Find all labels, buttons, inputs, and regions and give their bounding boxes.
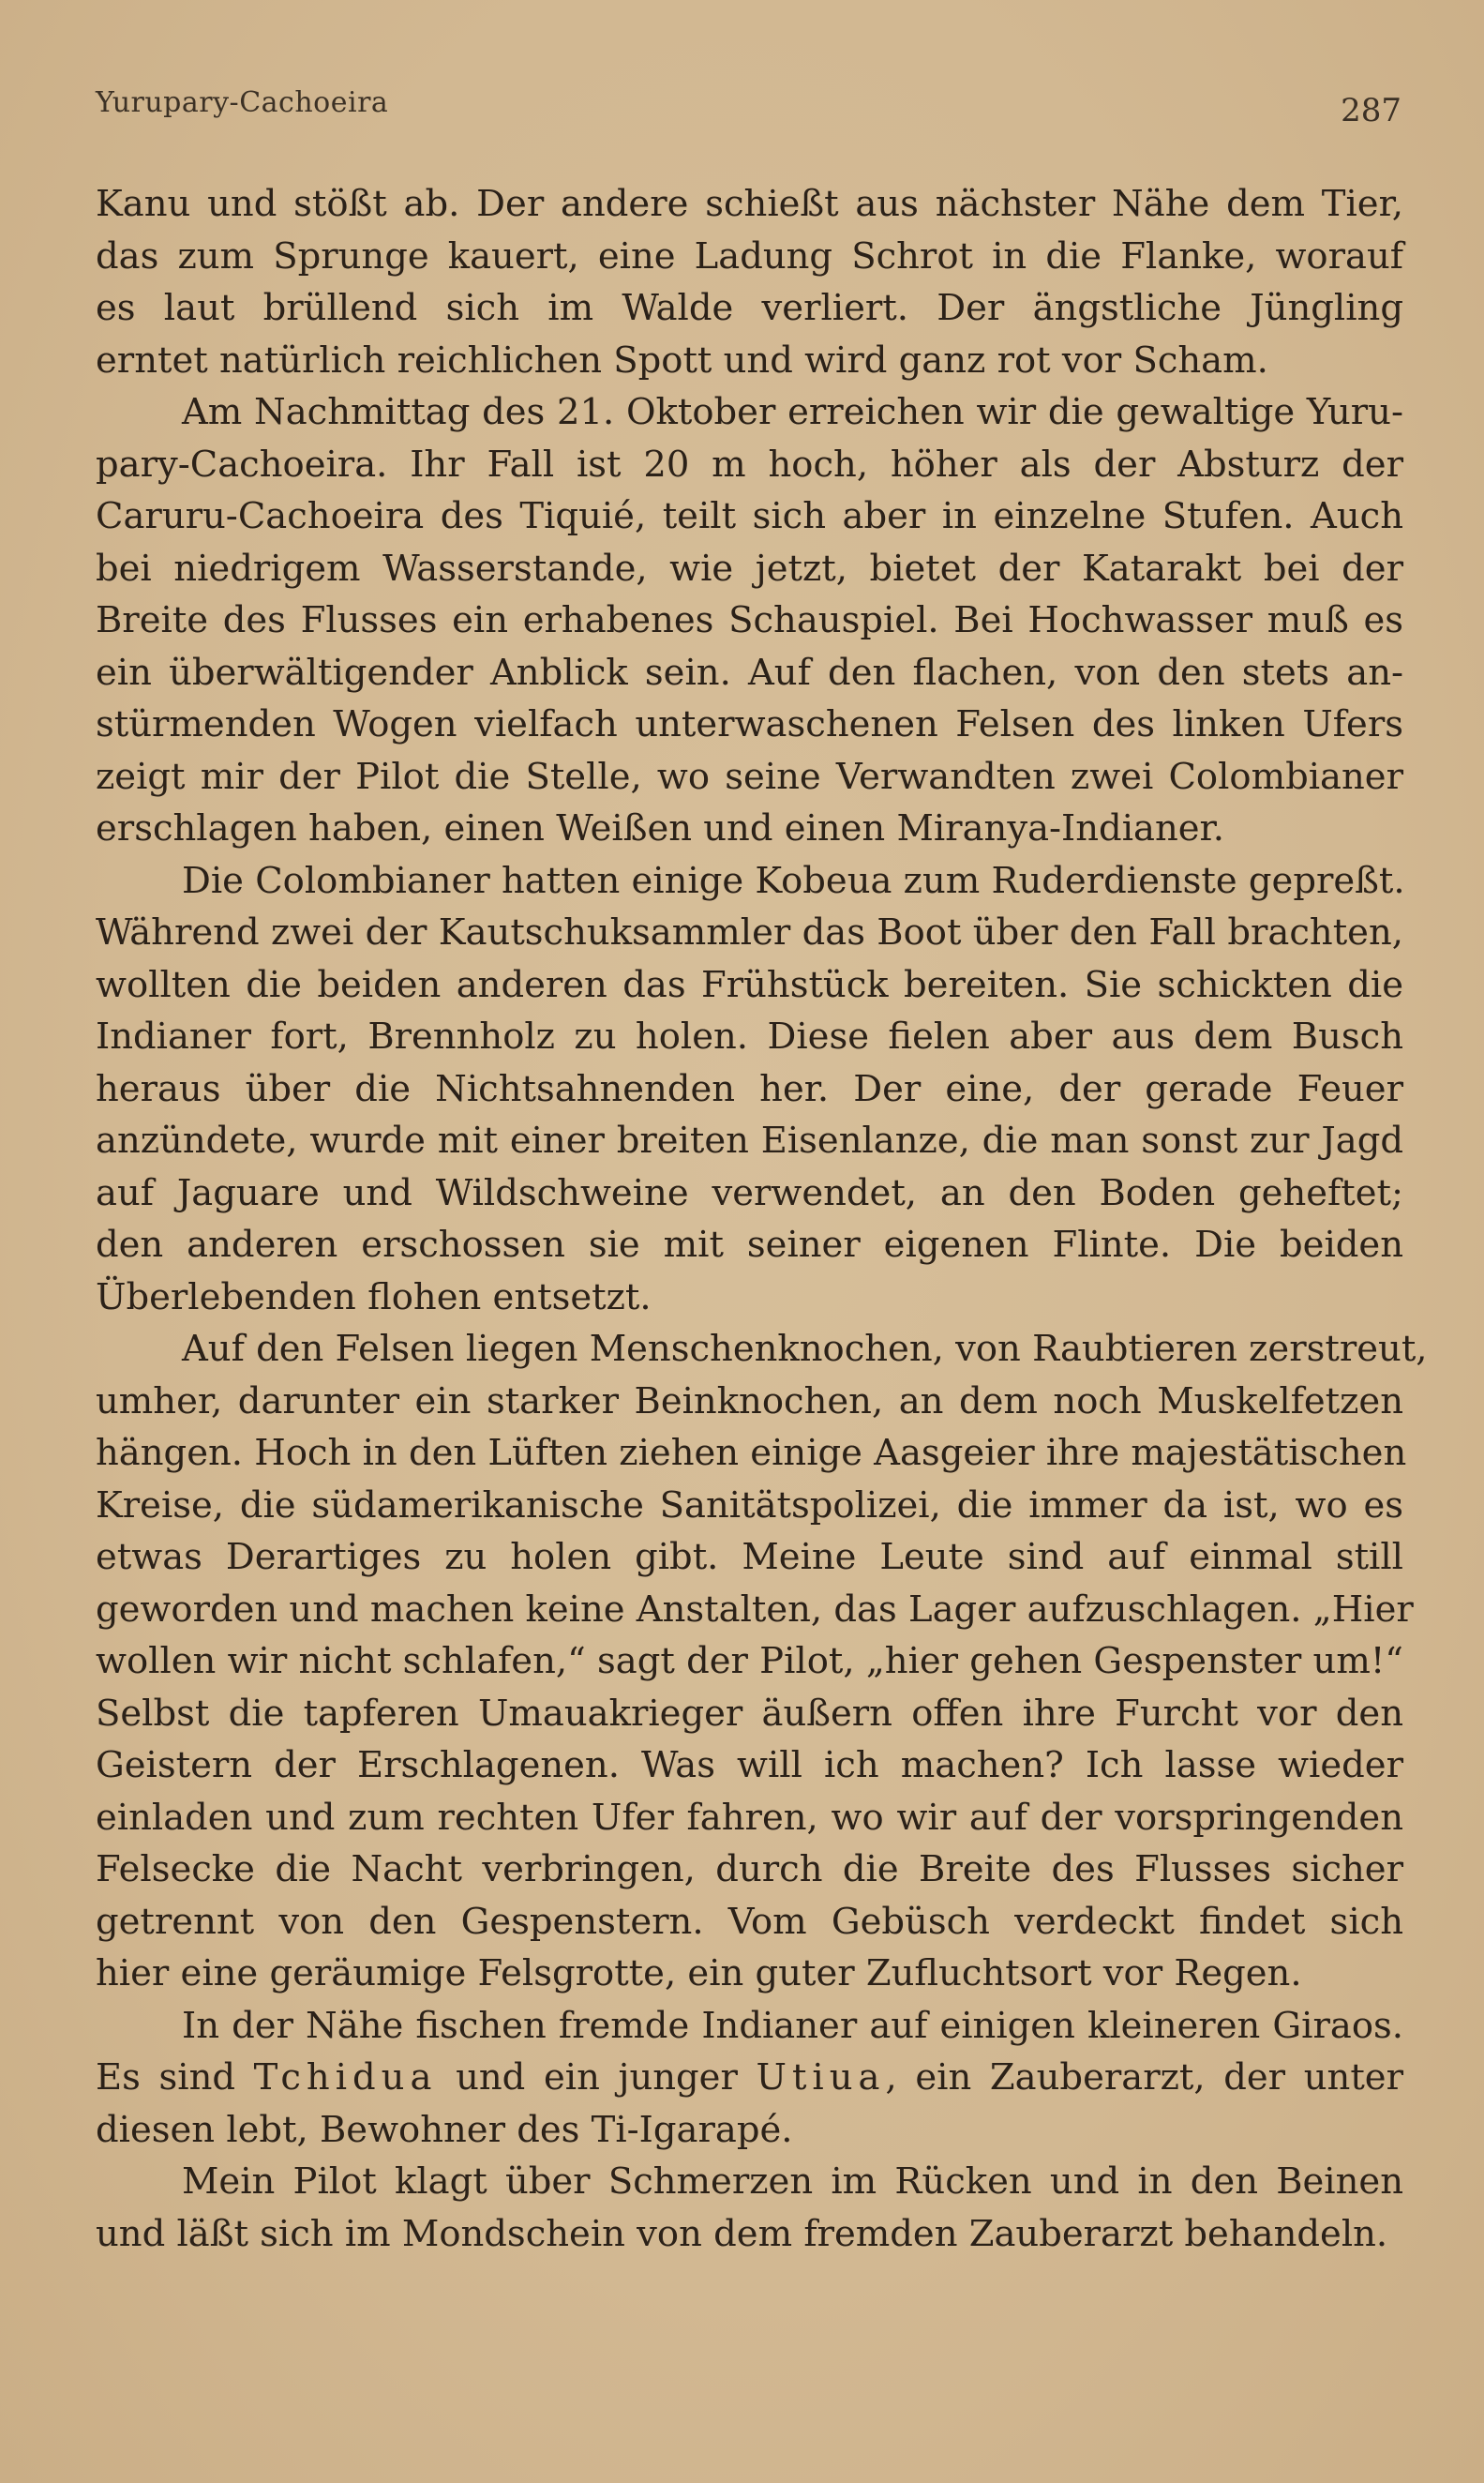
text-segment: diesen lebt, Bewohner des Ti-Igarapé.	[96, 2108, 793, 2151]
text-line: Indianer fort, Brennholz zu holen. Diese fielen aber aus dem Busch	[96, 1016, 1403, 1058]
text-line: zeigt mir der Pilot die Stelle, wo seine Verwandten zwei Colombianer	[96, 755, 1403, 798]
text-line: Überlebenden flohen entsetzt.	[96, 1275, 652, 1318]
text-line: Die Colombianer hatten einige Kobeua zum Ruderdienste gepreßt.	[182, 859, 1405, 902]
text-line: pary-Cachoeira. Ihr Fall ist 20 m hoch, höher als der Absturz der	[96, 443, 1403, 486]
text-line: heraus über die Nichtsahnenden her. Der eine, der gerade Feuer	[96, 1067, 1403, 1110]
text-line	[96, 2104, 1403, 2157]
text-line: es laut brüllend sich im Walde verliert. Der ängstliche Jüngling	[96, 287, 1403, 329]
text-line: getrennt von den Gespenstern. Vom Gebüsch verdeckt findet sich	[96, 1900, 1403, 1943]
text-segment: In der Nähe fischen fremde Indianer auf einigen kleineren Giraos.	[182, 2004, 1403, 2047]
text-line: hängen. Hoch in den Lüften ziehen einige Aasgeier ihre majestätischen	[96, 1432, 1407, 1474]
name-utiua: Utiua	[756, 2056, 886, 2099]
text-line: Auf den Felsen liegen Menschenknochen, von Raubtieren zerstreut,	[182, 1328, 1428, 1370]
text-line: Kreise, die südamerikanische Sanitätspolizei, die immer da ist, wo es	[96, 1483, 1403, 1527]
name-tchidua: Tchidua	[253, 2056, 438, 2099]
text-segment: und läßt sich im Mondschein von dem fremden Zauberarzt behandeln.	[96, 2212, 1388, 2255]
text-line: erschlagen haben, einen Weißen und einen Miranya-Indianer.	[96, 807, 1224, 850]
text-line: Kanu und stößt ab. Der andere schießt aus nächster Nähe dem Tier,	[96, 183, 1403, 225]
text-line: wollen wir nicht schlafen,“ sagt der Pilot, „hier gehen Gespenster um!“	[96, 1640, 1403, 1682]
body-text	[96, 178, 1428, 2260]
text-line: stürmenden Wogen vielfach unterwaschenen Felsen des linken Ufers	[96, 703, 1403, 745]
text-line	[96, 2156, 1403, 2208]
text-line	[96, 2052, 1403, 2104]
text-line: Geistern der Erschlagenen. Was will ich machen? Ich lasse wieder	[96, 1744, 1403, 1786]
text-line: Während zwei der Kautschuksammler das Boot über den Fall brachten,	[96, 911, 1403, 954]
text-segment: , ein Zauberarzt, der unter	[885, 2056, 1403, 2099]
running-title: Yurupary-Cachoeira	[96, 86, 389, 119]
text-line: ein überwältigender Anblick sein. Auf den flachen, von den stets an-	[96, 651, 1403, 694]
text-line: anzündete, wurde mit einer breiten Eisenlanze, die man sonst zur Jagd	[96, 1120, 1403, 1162]
text-segment: und ein junger	[437, 2056, 757, 2099]
text-line: Selbst die tapferen Umauakrieger äußern offen ihre Furcht vor den	[96, 1692, 1403, 1735]
text-line: umher, darunter ein starker Beinknochen, an dem noch Muskelfetzen	[96, 1379, 1403, 1422]
text-line: den anderen erschossen sie mit seiner eigenen Flinte. Die beiden	[96, 1224, 1403, 1266]
text-line	[96, 2000, 1403, 2053]
text-line: Breite des Flusses ein erhabenes Schauspiel. Bei Hochwasser muß es	[96, 599, 1403, 641]
text-line: einladen und zum rechten Ufer fahren, wo wir auf der vorspringenden	[96, 1796, 1403, 1839]
text-line: Am Nachmittag des 21. Oktober erreichen wir die gewaltige Yuru-	[182, 391, 1403, 433]
text-line: auf Jaguare und Wildschweine verwendet, an den Boden geheftet;	[96, 1171, 1403, 1214]
text-line: geworden und machen keine Anstalten, das Lager aufzuschlagen. „Hier	[96, 1588, 1414, 1631]
text-line: Felsecke die Nacht verbringen, durch die Breite des Flusses sicher	[96, 1848, 1403, 1890]
text-line: bei niedrigem Wasserstande, wie jetzt, bietet der Katarakt bei der	[96, 547, 1403, 590]
text-line: etwas Derartiges zu holen gibt. Meine Leute sind auf einmal still	[96, 1536, 1403, 1578]
text-line	[96, 2208, 1403, 2261]
text-line: das zum Sprunge kauert, eine Ladung Schrot in die Flanke, worauf	[96, 234, 1403, 278]
page-number: 287	[1341, 92, 1402, 129]
text-line: Caruru-Cachoeira des Tiquié, teilt sich aber in einzelne Stufen. Auch	[96, 495, 1403, 537]
text-segment: Mein Pilot klagt über Schmerzen im Rücken und in den Beinen	[182, 2160, 1403, 2203]
text-line: erntet natürlich reichlichen Spott und wird ganz rot vor Scham.	[96, 339, 1268, 382]
text-segment: Es sind	[96, 2056, 254, 2099]
text-line: hier eine geräumige Felsgrotte, ein guter Zufluchtsort vor Regen.	[96, 1952, 1302, 1994]
text-line: wollten die beiden anderen das Frühstück bereiten. Sie schickten die	[96, 963, 1403, 1006]
